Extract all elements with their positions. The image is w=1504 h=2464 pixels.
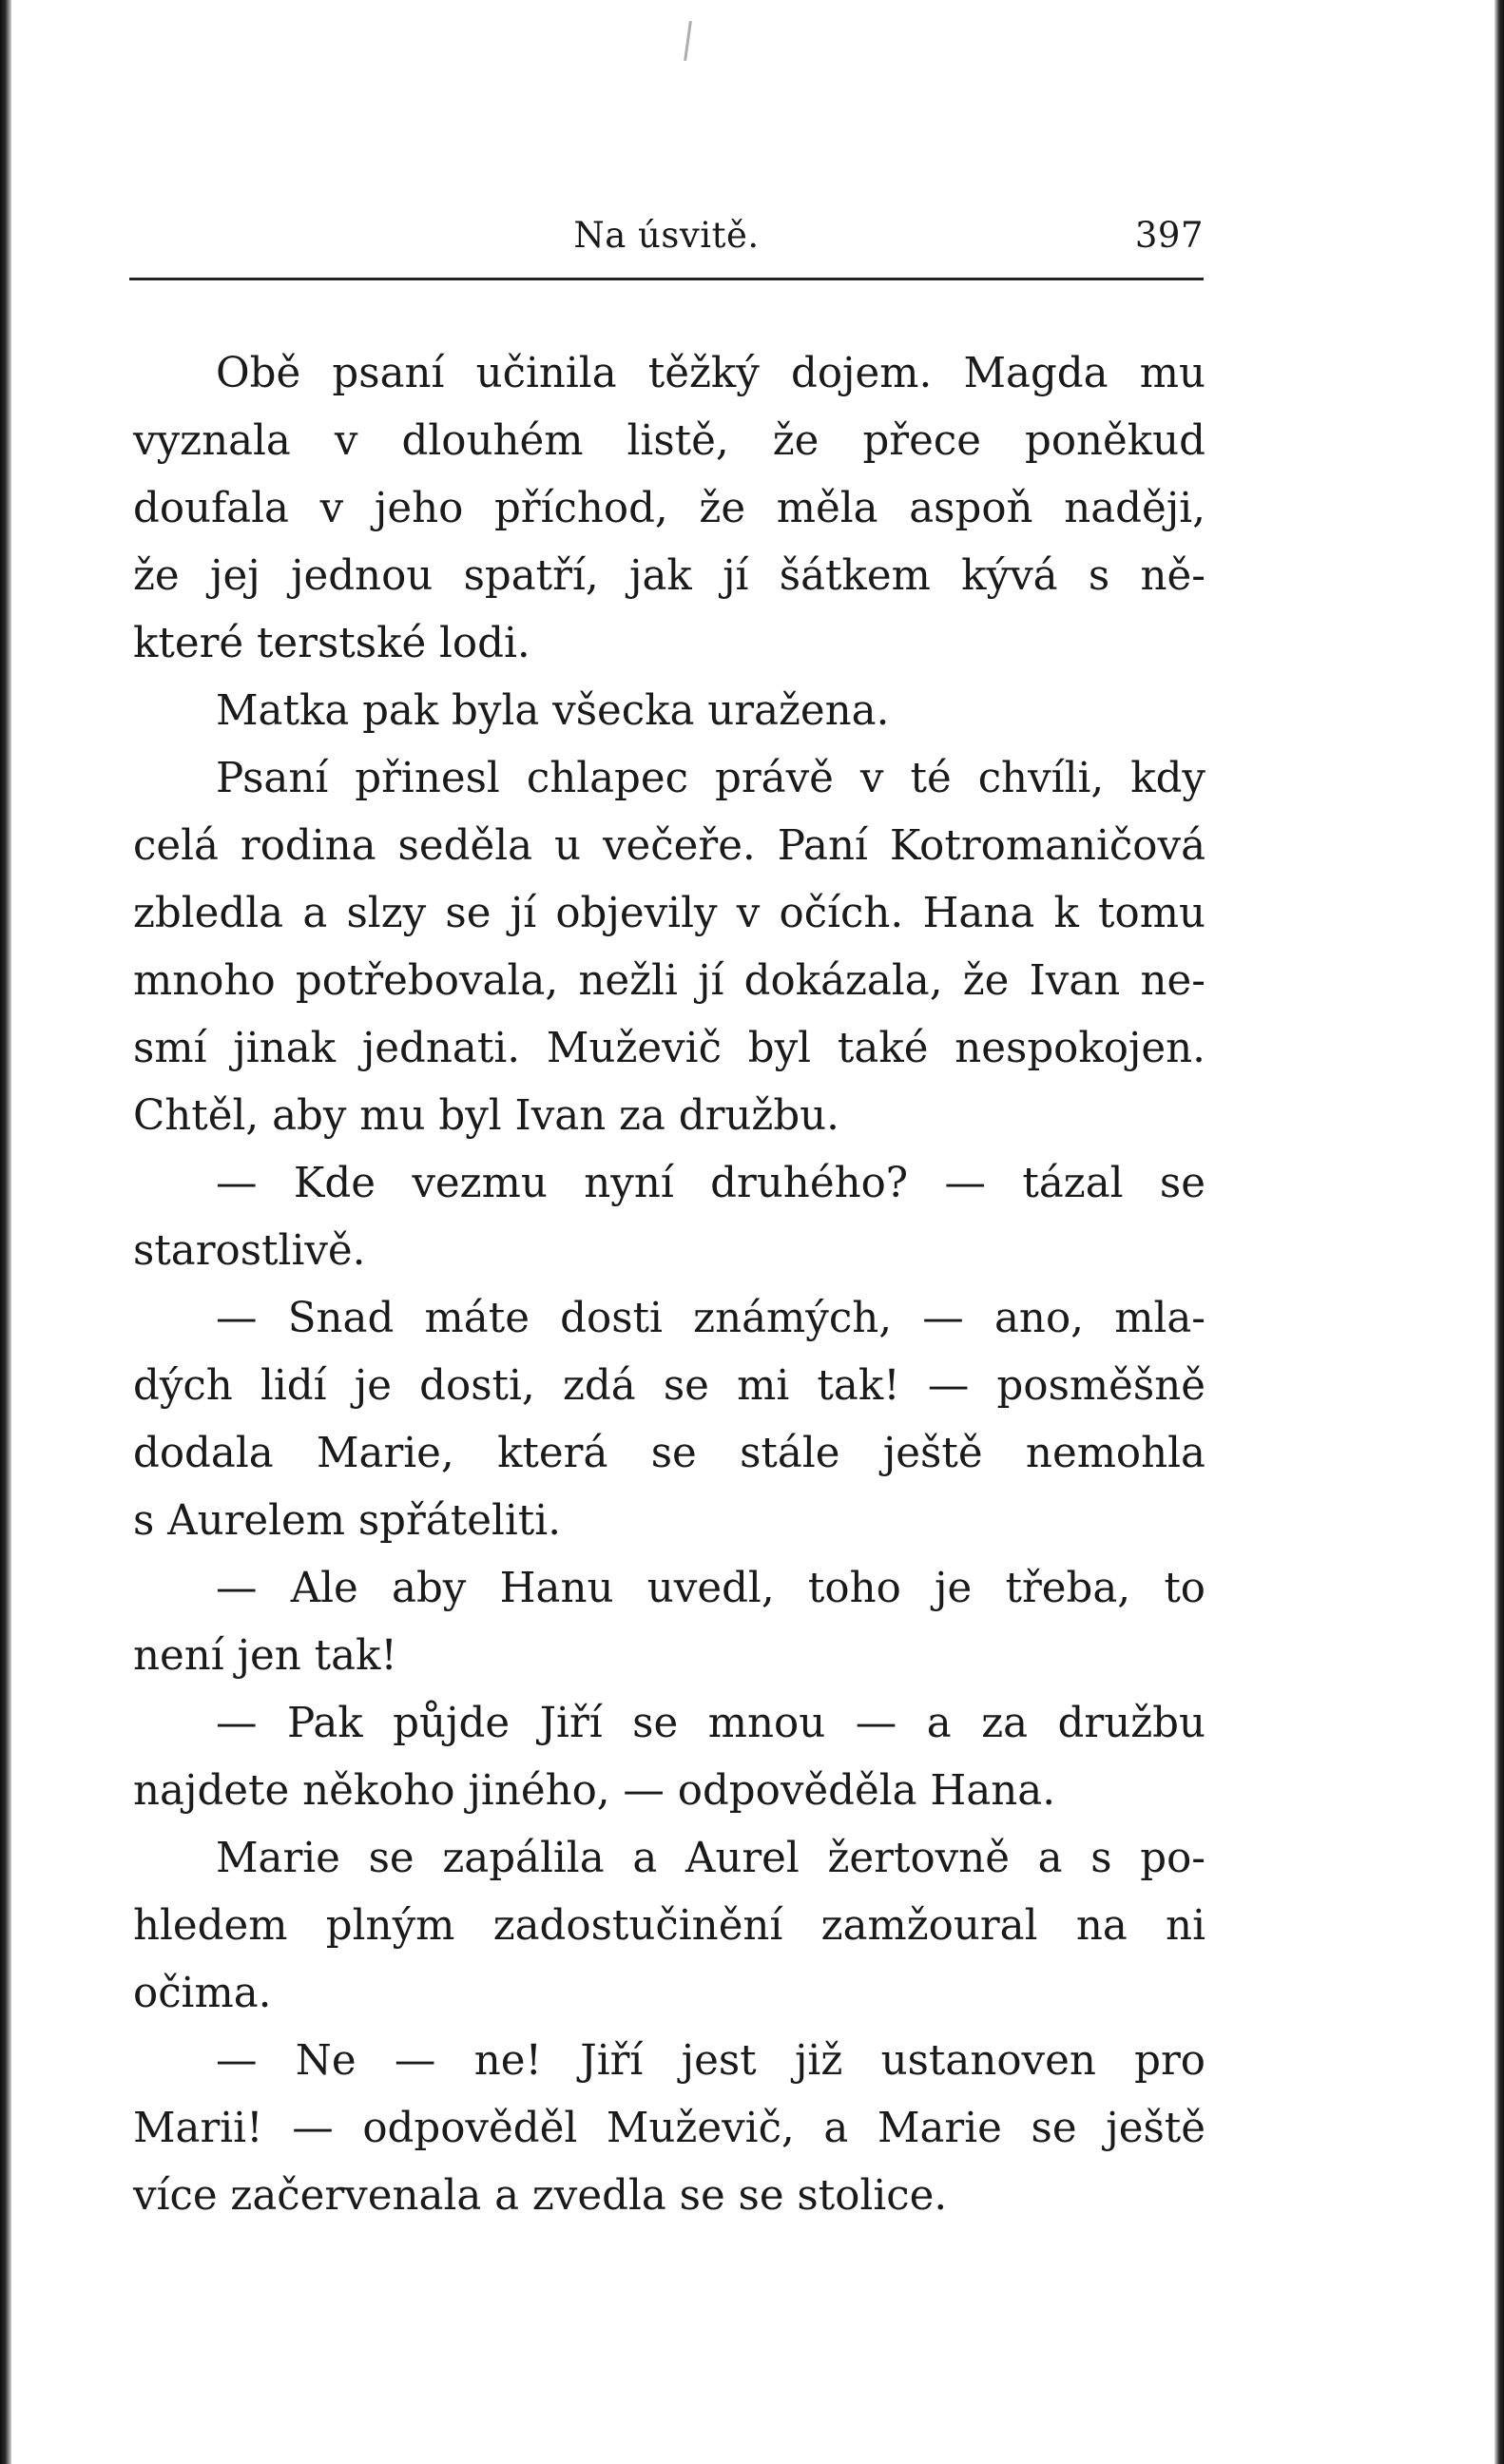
text-line: — Snad máte dosti známých, — ano, mla- <box>216 1295 1205 1342</box>
running-title: Na úsvitě. <box>573 215 760 256</box>
text-line: — Kde vezmu nyní druhého? — tázal se <box>216 1160 1205 1207</box>
text-line: s Aurelem spřáteliti. <box>133 1497 562 1545</box>
text-line: smí jinak jednati. Muževič byl také nespokojen. <box>133 1025 1205 1072</box>
text-line: mnoho potřebovala, nežli jí dokázala, že Ivan ne- <box>133 957 1205 1005</box>
text-line: více začervenala a zvedla se se stolice. <box>133 2172 948 2220</box>
text-line: očima. <box>133 1970 272 2017</box>
text-line: hledem plným zadostučinění zamžoural na ni <box>133 1902 1205 1950</box>
text-line: — Ale aby Hanu uvedl, toho je třeba, to <box>216 1565 1205 1612</box>
body-text <box>133 340 1205 2230</box>
text-line: zbledla a slzy se jí objevily v očích. Hana k tomu <box>133 890 1205 937</box>
text-line: Chtěl, aby mu byl Ivan za družbu. <box>133 1092 840 1140</box>
scan-edge-right <box>1494 0 1504 2464</box>
text-line: Marii! — odpověděl Muževič, a Marie se ještě <box>133 2105 1205 2152</box>
text-line: že jej jednou spatří, jak jí šátkem kývá s ně- <box>133 552 1205 600</box>
text-line: dodala Marie, která se stále ještě nemohla <box>133 1430 1205 1477</box>
text-line: není jen tak! <box>133 1632 397 1680</box>
text-line: dých lidí je dosti, zdá se mi tak! — posměšně <box>133 1362 1205 1410</box>
text-line: Matka pak byla všecka uražena. <box>216 687 890 735</box>
text-line: — Pak půjde Jiří se mnou — a za družbu <box>216 1700 1205 1747</box>
running-head <box>129 215 1204 257</box>
text-line: — Ne — ne! Jiří jest již ustanoven pro <box>216 2037 1205 2085</box>
header-rule <box>129 278 1204 280</box>
text-line: najdete někoho jiného, — odpověděla Hana. <box>133 1767 1056 1815</box>
text-line: doufala v jeho příchod, že měla aspoň naději, <box>133 485 1205 532</box>
text-line: celá rodina seděla u večeře. Paní Kotromaničová <box>133 822 1205 870</box>
text-line: starostlivě. <box>133 1227 366 1275</box>
scan-edge-left <box>0 0 11 2464</box>
text-line: Psaní přinesl chlapec právě v té chvíli, kdy <box>216 755 1205 802</box>
page-number: 397 <box>1134 215 1204 256</box>
text-line: Marie se zapálila a Aurel žertovně a s po- <box>216 1835 1205 1882</box>
text-line: které terstské lodi. <box>133 620 530 667</box>
text-line: vyznala v dlouhém listě, že přece poněkud <box>133 417 1205 465</box>
scan-mark <box>684 21 692 61</box>
text-line: Obě psaní učinila těžký dojem. Magda mu <box>216 350 1205 397</box>
